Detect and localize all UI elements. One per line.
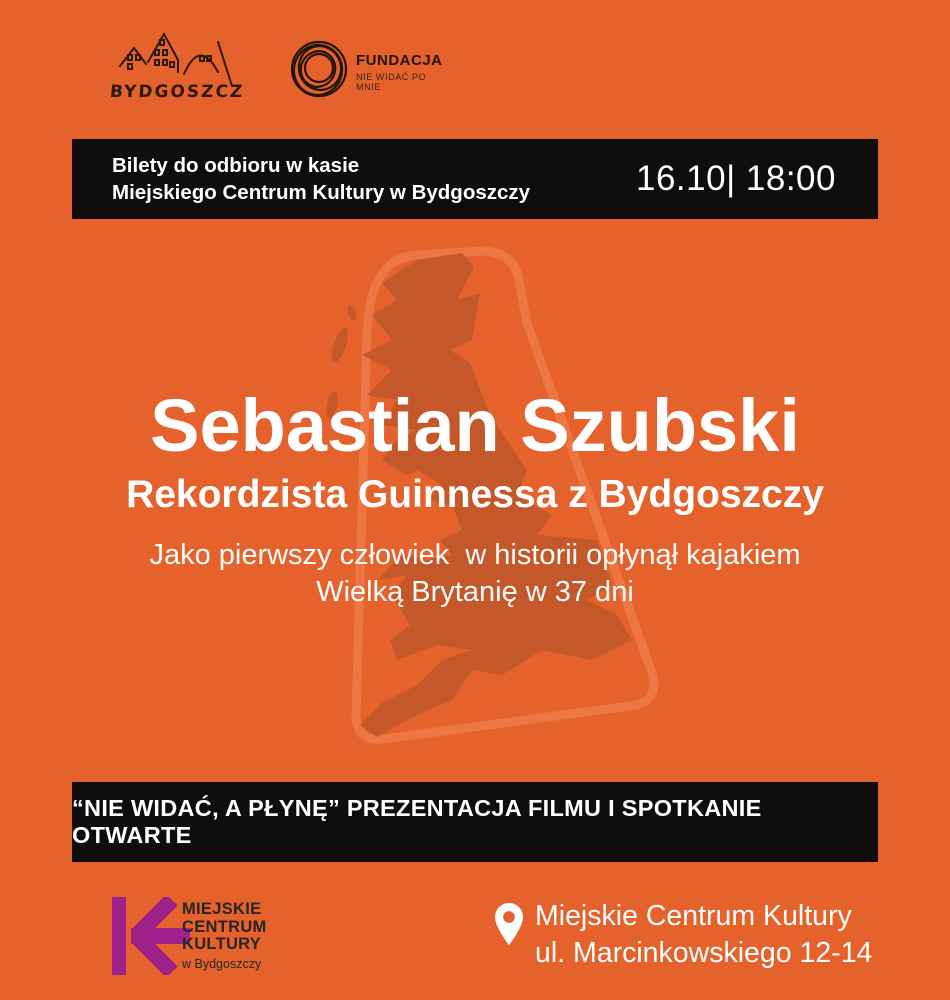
venue-name: Miejskie Centrum Kultury — [535, 900, 852, 932]
location-pin-icon — [495, 903, 523, 945]
venue-info — [535, 898, 872, 971]
fundacja-logo — [288, 38, 448, 102]
person-name-title: Sebastian Szubski — [150, 384, 800, 467]
venue-address: ul. Marcinkowskiego 12-14 — [535, 936, 873, 969]
description-line2: Wielką Brytanię w 37 dni — [316, 576, 634, 608]
description-line1: Jako pierwszy człowiek w historii opłynął kajakiem — [149, 539, 801, 571]
event-title-bar — [72, 782, 878, 862]
event-datetime: 16.10| 18:00 — [636, 159, 836, 198]
ticket-info-line1: Bilety do odbioru w kasie — [112, 154, 360, 177]
fundacja-logo-subtitle: NIE WIDAĆ PO MNIE — [356, 72, 427, 92]
event-title-text: “NIE WIDAĆ, A PŁYNĘ” PREZENTACJA FILMU I SPOTKANIE OTWARTE — [72, 795, 769, 848]
bydgoszcz-city-logo — [108, 28, 245, 108]
fundacja-circle-icon — [288, 38, 350, 100]
fundacja-logo-title: FUNDACJA — [356, 52, 443, 69]
mck-logo-line3: KULTURY — [182, 935, 262, 953]
person-subtitle: Rekordzista Guinnessa z Bydgoszczy — [126, 473, 824, 516]
mck-logo-line1: MIEJSKIE — [182, 900, 262, 918]
bydgoszcz-logo-text: BYDGOSZCZ — [109, 82, 245, 102]
mck-logo-text — [182, 901, 267, 971]
ticket-info-text — [112, 152, 530, 206]
mck-logo-subline: w Bydgoszczy — [182, 956, 262, 971]
bydgoszcz-houses-icon — [108, 28, 238, 90]
mck-logo-line2: CENTRUM — [182, 917, 267, 936]
ticket-info-line2: Miejskiego Centrum Kultury w Bydgoszczy — [112, 181, 531, 204]
event-description — [0, 537, 950, 611]
ticket-info-bar — [72, 139, 878, 219]
